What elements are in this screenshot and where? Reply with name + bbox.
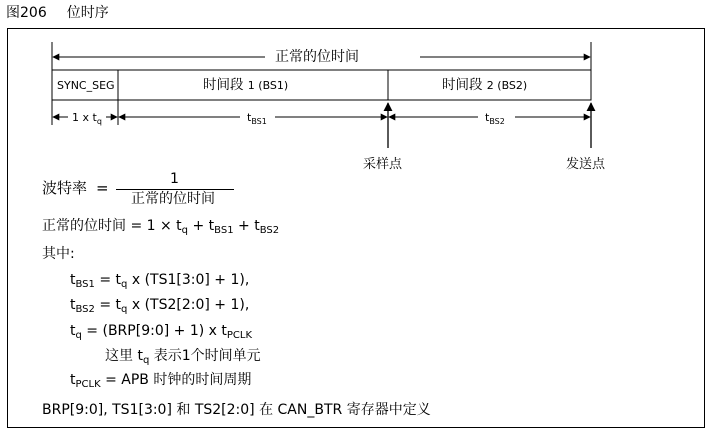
bs1-segment-label: 时间段 1 (BS1) [203, 77, 289, 93]
bs2-segment-label: 时间段 2 (BS2) [442, 77, 528, 93]
baud-rate-numerator: 1 [170, 171, 179, 187]
figure-caption: 位时序 [66, 5, 109, 21]
baud-rate-denominator: 正常的位时间 [131, 191, 215, 207]
tbs1-duration-label: $t_{BS1}$ [247, 111, 267, 126]
tbs1-formula: $t_{BS1} = t_q$ x (TS1[3:0] + 1), [70, 272, 250, 290]
baud-rate-equals: = [96, 179, 109, 197]
figure-number: 图206 [6, 5, 47, 21]
tq-duration-label: 1 x $t_q$ [72, 111, 102, 126]
transmit-point-label: 发送点 [566, 157, 606, 172]
tbs2-formula: $t_{BS2} = t_q$ x (TS2[2:0] + 1), [70, 297, 250, 315]
sync-seg-label: SYNC_SEG [57, 79, 115, 92]
tq-formula: $t_q$ = (BRP[9:0] + 1) x $t_{PCLK}$ [70, 323, 253, 341]
where-label: 其中: [42, 246, 75, 262]
sample-point-label: 采样点 [363, 157, 403, 172]
tq-note: 这里 $t_q$ 表示1个时间单元 [105, 348, 261, 366]
register-definition-note: BRP[9:0], TS1[3:0] 和 TS2[2:0] 在 CAN_BTR 寄存器中定义 [42, 402, 431, 418]
nominal-bit-time-formula: 正常的位时间 = $1 \times t_q + t_{BS1} + t_{BS2}$ [42, 218, 280, 236]
fraction-bar [116, 189, 234, 190]
tpclk-formula: $t_{PCLK}$ = APB 时钟的时间周期 [70, 372, 252, 390]
nominal-bit-time-label: 正常的位时间 [275, 49, 359, 65]
tbs2-duration-label: $t_{BS2}$ [485, 111, 505, 126]
baud-rate-label: 波特率 [42, 179, 88, 197]
